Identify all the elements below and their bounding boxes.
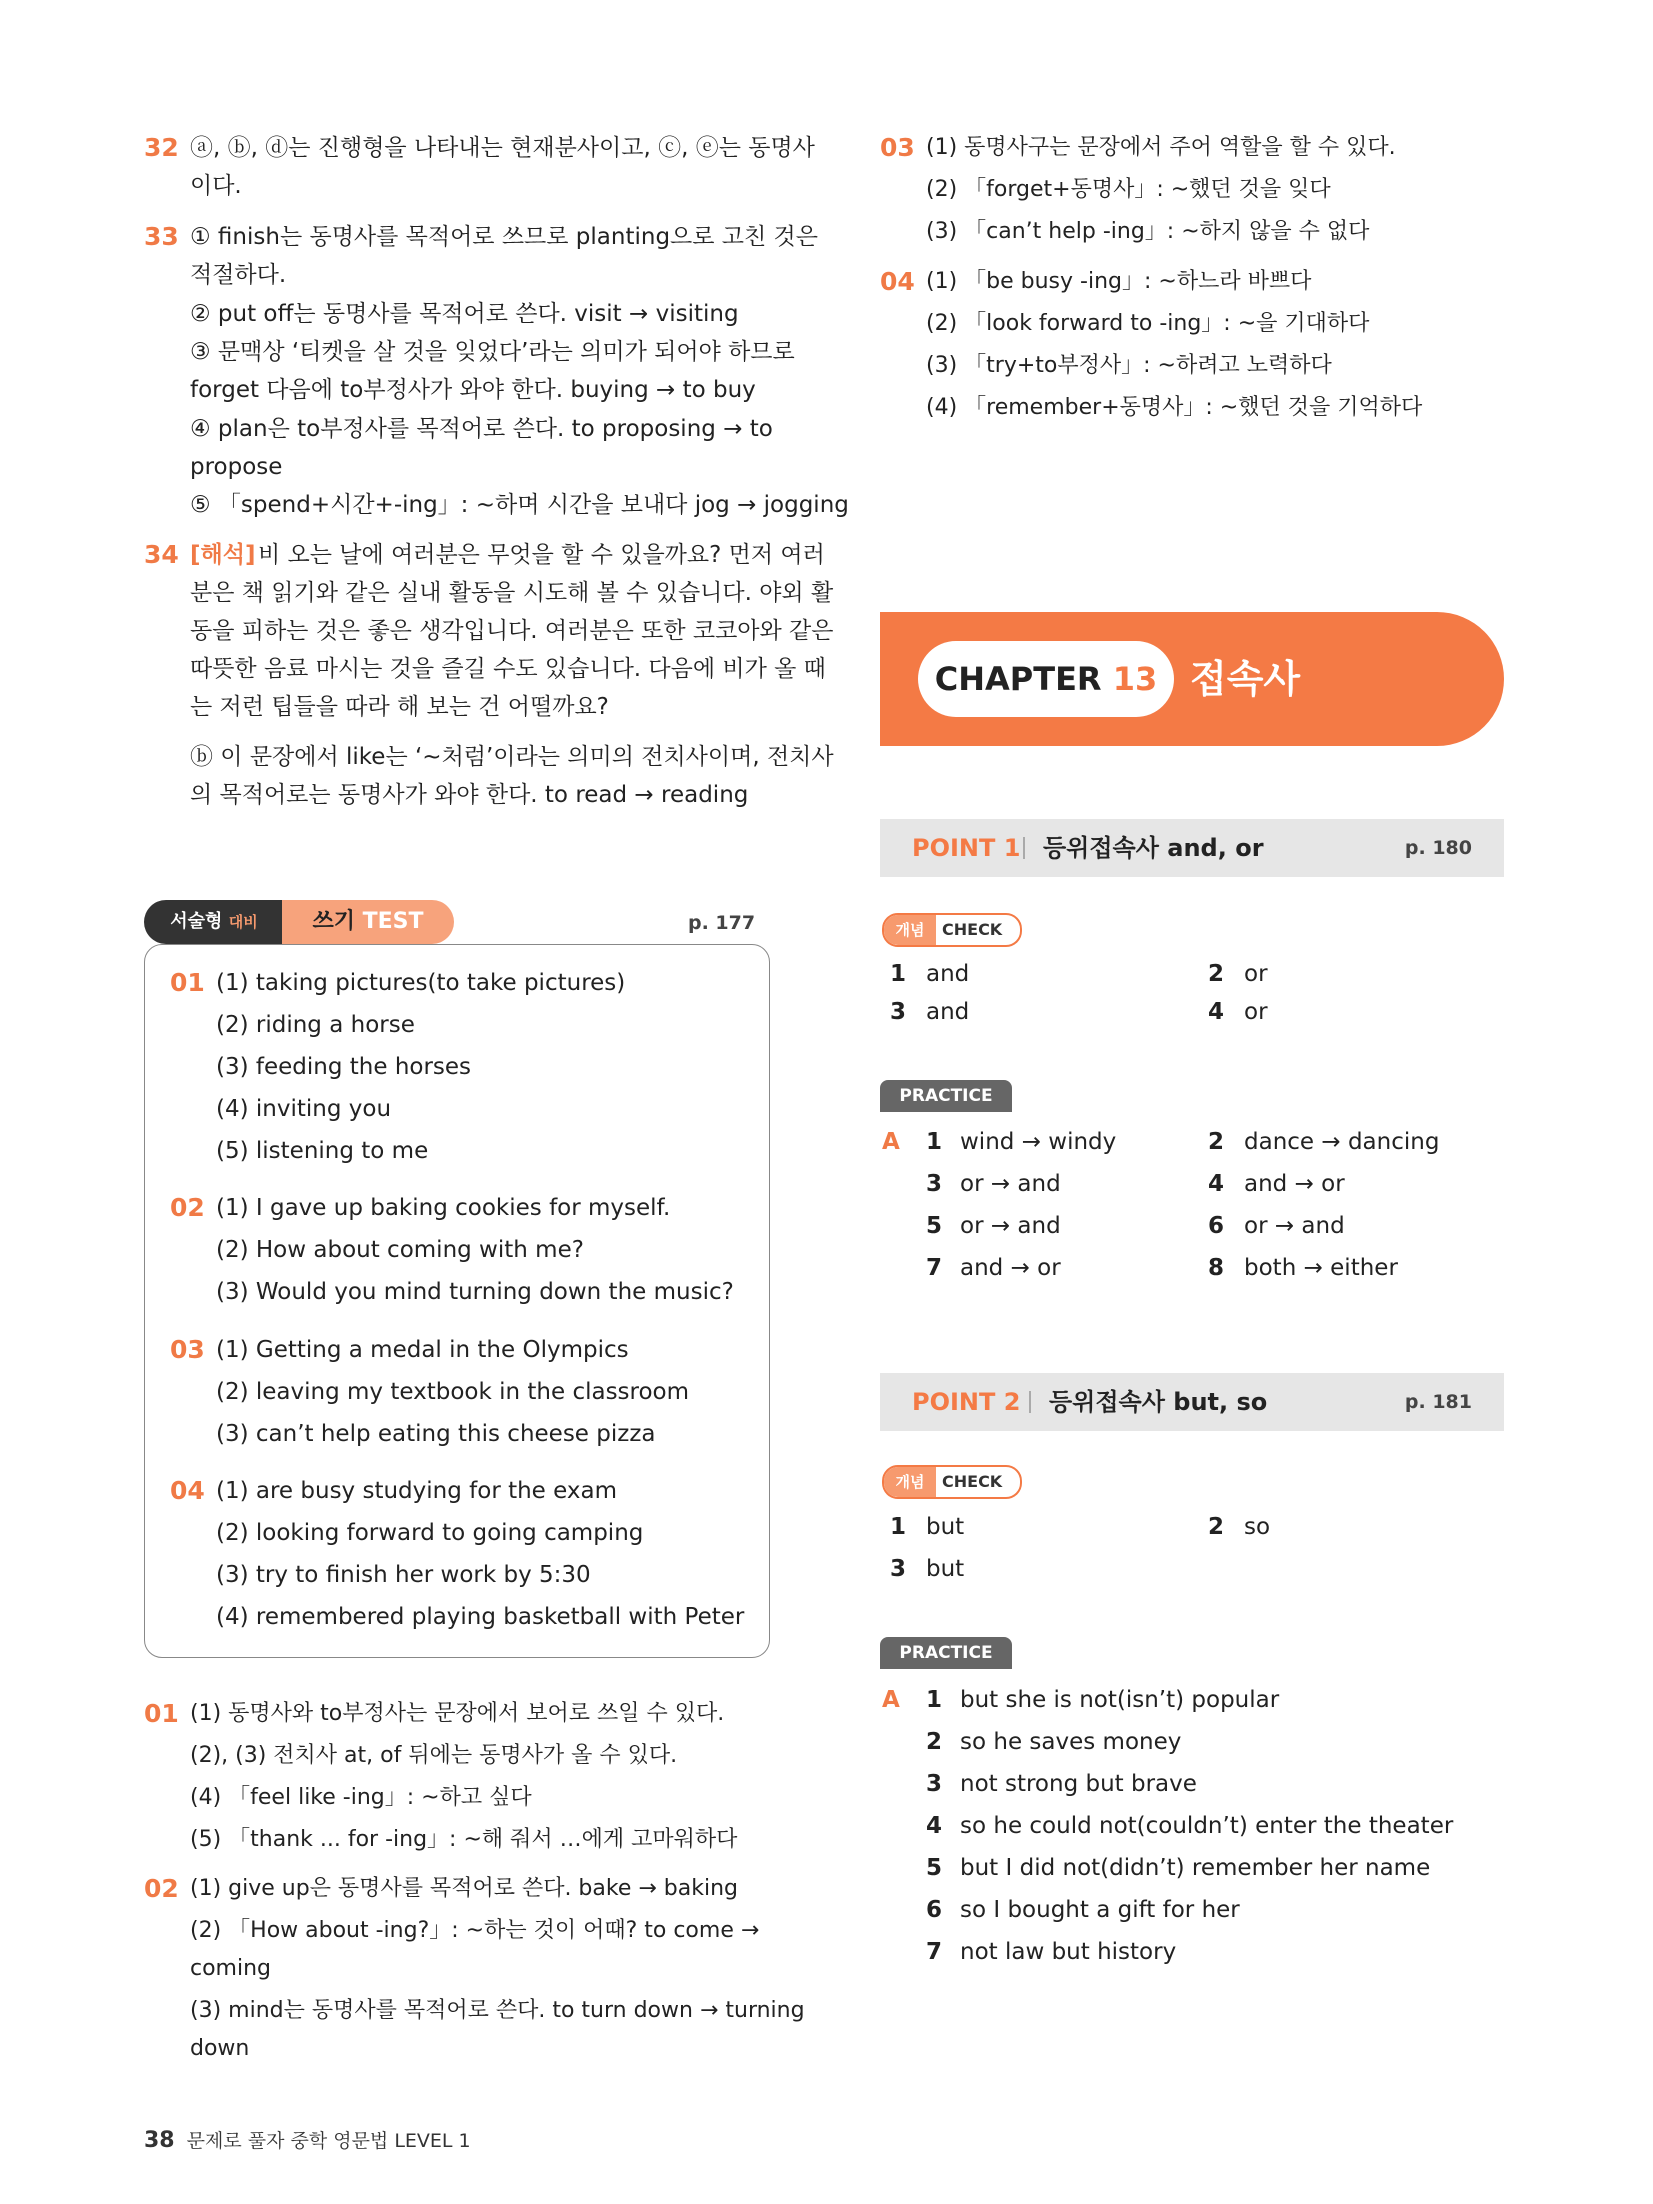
- practice-item-answer: or → and: [960, 1213, 1061, 1239]
- exp04-line-4: (4) 「remember+동명사」: ~했던 것을 기억하다: [926, 395, 1423, 420]
- test-answer: (2) leaving my textbook in the classroom: [216, 1379, 690, 1405]
- exp02-line-3: coming: [190, 1956, 272, 1981]
- q34-line-5: 는 저런 팁들을 따라 해 보는 건 어떨까요?: [190, 694, 609, 720]
- check-item-number: 4: [1208, 999, 1225, 1025]
- point-2-page-ref: p. 181: [1404, 1391, 1472, 1413]
- test-answer: (3) feeding the horses: [216, 1054, 472, 1080]
- practice-badge: PRACTICE: [880, 1080, 1012, 1112]
- concept-label: 개념: [884, 915, 936, 945]
- q34-line-4: 따뜻한 음료 마시는 것을 즐길 수도 있습니다. 다음에 비가 올 때: [190, 656, 826, 682]
- q32-line-1: ⓐ, ⓑ, ⓓ는 진행형을 나타내는 현재분사이고, ⓒ, ⓔ는 동명사: [190, 135, 815, 161]
- practice-item-answer: or → and: [960, 1171, 1061, 1197]
- test-answer: (2) How about coming with me?: [216, 1237, 584, 1263]
- q32-line-2: 이다.: [190, 173, 242, 199]
- practice-item-answer: so I bought a gift for her: [960, 1897, 1240, 1923]
- q33-line-4: ③ 문맥상 ‘티켓을 살 것을 잊었다’라는 의미가 되어야 하므로: [190, 339, 795, 365]
- check-item-answer: but: [926, 1556, 965, 1582]
- practice-item-number: 6: [1208, 1213, 1225, 1239]
- test-answer: (3) Would you mind turning down the music?: [216, 1279, 734, 1305]
- exp03-line-3: (3) 「can’t help -ing」: ~하지 않을 수 없다: [926, 219, 1370, 244]
- explanation-number-01: 01: [144, 1699, 179, 1728]
- concept-check-badge: [882, 1465, 1022, 1499]
- tab-writing-label: 쓰기: [312, 909, 355, 934]
- practice-item-answer: not law but history: [960, 1939, 1177, 1965]
- test-group-number-04: 04: [170, 1476, 205, 1505]
- q33-line-5: forget 다음에 to부정사가 와야 한다. buying → to buy: [190, 377, 756, 403]
- check-item-number: 2: [1208, 961, 1225, 987]
- practice-item-number: 4: [1208, 1171, 1225, 1197]
- practice-item-answer: and → or: [960, 1255, 1061, 1281]
- explanation-number-03: 03: [880, 133, 915, 162]
- practice-item-answer: or → and: [1244, 1213, 1345, 1239]
- q34-note-line-2: 의 목적어로는 동명사가 와야 한다. to read → reading: [190, 782, 749, 808]
- point-1-page-ref: p. 180: [1404, 837, 1472, 859]
- check-item-answer: or: [1244, 961, 1268, 987]
- q34-note-line-1: ⓑ 이 문장에서 like는 ‘~처럼’이라는 의미의 전치사이며, 전치사: [190, 744, 834, 770]
- practice-item-answer: so he could not(couldn’t) enter the theater: [960, 1813, 1454, 1839]
- check-item-answer: but: [926, 1514, 965, 1540]
- exp02-line-1: (1) give up은 동명사를 목적어로 쓴다. bake → baking: [190, 1876, 738, 1901]
- practice-item-answer: but I did not(didn’t) remember her name: [960, 1855, 1431, 1881]
- chapter-pill: [918, 641, 1174, 717]
- q34-line-3: 동을 피하는 것은 좋은 생각입니다. 여러분은 또한 코코아와 같은: [190, 618, 834, 644]
- check-item-number: 2: [1208, 1514, 1225, 1540]
- point-separator: [1029, 1391, 1031, 1413]
- check-label: CHECK: [942, 1472, 1003, 1491]
- tab-essay-label: 서술형: [170, 911, 223, 932]
- test-answer: (1) I gave up baking cookies for myself.: [216, 1195, 671, 1221]
- test-answer: (4) inviting you: [216, 1096, 392, 1122]
- point-2-label: POINT 2: [912, 1388, 1021, 1416]
- q33-line-7: propose: [190, 454, 283, 480]
- book-title: 문제로 풀자 중학 영문법 LEVEL 1: [186, 2130, 471, 2152]
- practice-item-answer: so he saves money: [960, 1729, 1182, 1755]
- writing-test-page-ref: p. 177: [688, 912, 756, 934]
- test-answer: (1) Getting a medal in the Olympics: [216, 1337, 629, 1363]
- point-2-title: 등위접속사 but, so: [1049, 1388, 1268, 1416]
- exp03-line-2: (2) 「forget+동명사」: ~했던 것을 잊다: [926, 177, 1331, 202]
- practice-item-number: 6: [926, 1897, 943, 1923]
- exp02-line-4: (3) mind는 동명사를 목적어로 쓴다. to turn down → turning: [190, 1998, 805, 2023]
- point-1-label: POINT 1: [912, 834, 1021, 862]
- q34-line-2: 분은 책 읽기와 같은 실내 활동을 시도해 볼 수 있습니다. 야외 활: [190, 580, 834, 606]
- q33-line-6: ④ plan은 to부정사를 목적어로 쓴다. to proposing → to: [190, 416, 773, 442]
- check-label: CHECK: [942, 920, 1003, 939]
- practice-item-answer: both → either: [1244, 1255, 1398, 1281]
- practice-item-number: 5: [926, 1213, 943, 1239]
- test-group-number-02: 02: [170, 1193, 205, 1222]
- practice-item-number: 4: [926, 1813, 943, 1839]
- practice-section-label: A: [882, 1687, 900, 1713]
- practice-item-answer: but she is not(isn’t) popular: [960, 1687, 1280, 1713]
- practice-item-number: 1: [926, 1129, 943, 1155]
- point-separator: [1023, 837, 1025, 859]
- writing-test-tab-essay: [144, 900, 284, 944]
- chapter-number: 13: [1112, 660, 1158, 698]
- exp01-line-4: (5) 「thank ... for -ing」: ~해 줘서 …에게 고마워하다: [190, 1827, 738, 1852]
- test-answer: (3) can’t help eating this cheese pizza: [216, 1421, 656, 1447]
- q33-line-2: 적절하다.: [190, 262, 287, 288]
- chapter-label: CHAPTER: [934, 660, 1102, 698]
- page-number: 38: [144, 2128, 175, 2153]
- point-2-header: [880, 1373, 1504, 1431]
- test-answer: (3) try to finish her work by 5:30: [216, 1562, 591, 1588]
- practice-badge: PRACTICE: [880, 1637, 1012, 1669]
- chapter-banner: [880, 612, 1504, 746]
- exp01-line-2: (2), (3) 전치사 at, of 뒤에는 동명사가 올 수 있다.: [190, 1743, 678, 1768]
- q33-line-3: ② put off는 동명사를 목적어로 쓴다. visit → visiting: [190, 301, 739, 327]
- check-item-number: 3: [890, 999, 907, 1025]
- practice-item-answer: wind → windy: [960, 1129, 1117, 1155]
- practice-item-number: 7: [926, 1939, 943, 1965]
- concept-label: 개념: [884, 1467, 936, 1497]
- practice-item-number: 8: [1208, 1255, 1225, 1281]
- practice-item-answer: not strong but brave: [960, 1771, 1197, 1797]
- practice-item-number: 3: [926, 1771, 943, 1797]
- exp04-line-1: (1) 「be busy -ing」: ~하느라 바쁘다: [926, 269, 1312, 294]
- exp04-line-3: (3) 「try+to부정사」: ~하려고 노력하다: [926, 353, 1332, 378]
- point-1-title: 등위접속사 and, or: [1043, 834, 1264, 862]
- practice-item-number: 5: [926, 1855, 943, 1881]
- page-footer: [144, 2126, 471, 2156]
- check-item-number: 1: [890, 1514, 907, 1540]
- exp01-line-1: (1) 동명사와 to부정사는 문장에서 보어로 쓰일 수 있다.: [190, 1701, 725, 1726]
- writing-test-tab-test: [282, 900, 454, 944]
- test-answer: (5) listening to me: [216, 1138, 429, 1164]
- test-answer: (1) are busy studying for the exam: [216, 1478, 617, 1504]
- q33-line-1: ① finish는 동명사를 목적어로 쓰므로 planting으로 고친 것은: [190, 224, 818, 250]
- exp03-line-1: (1) 동명사구는 문장에서 주어 역할을 할 수 있다.: [926, 135, 1396, 160]
- question-number-32: 32: [144, 133, 179, 162]
- test-group-number-01: 01: [170, 968, 205, 997]
- q34-line-1: 비 오는 날에 여러분은 무엇을 할 수 있을까요? 먼저 여러: [258, 542, 825, 568]
- exp01-line-3: (4) 「feel like -ing」: ~하고 싶다: [190, 1785, 532, 1810]
- check-item-answer: or: [1244, 999, 1268, 1025]
- translation-tag: [해석]: [190, 542, 256, 568]
- practice-item-number: 2: [1208, 1129, 1225, 1155]
- check-item-answer: and: [926, 961, 970, 987]
- test-answer: (2) riding a horse: [216, 1012, 415, 1038]
- practice-item-number: 3: [926, 1171, 943, 1197]
- test-group-number-03: 03: [170, 1335, 205, 1364]
- tab-prep-label: 대비: [228, 913, 258, 931]
- practice-item-number: 7: [926, 1255, 943, 1281]
- practice-section-label: A: [882, 1129, 900, 1155]
- check-item-number: 3: [890, 1556, 907, 1582]
- exp04-line-2: (2) 「look forward to -ing」: ~을 기대하다: [926, 311, 1370, 336]
- test-answer: (2) looking forward to going camping: [216, 1520, 644, 1546]
- chapter-title: 접속사: [1190, 657, 1301, 701]
- check-item-answer: so: [1244, 1514, 1271, 1540]
- exp02-line-2: (2) 「How about -ing?」: ~하는 것이 어때? to come →: [190, 1918, 760, 1943]
- practice-item-number: 1: [926, 1687, 943, 1713]
- practice-item-answer: and → or: [1244, 1171, 1345, 1197]
- practice-item-number: 2: [926, 1729, 943, 1755]
- practice-item-answer: dance → dancing: [1244, 1129, 1440, 1155]
- question-number-34: 34: [144, 540, 179, 569]
- explanation-number-04: 04: [880, 267, 915, 296]
- check-item-number: 1: [890, 961, 907, 987]
- test-answer: (1) taking pictures(to take pictures): [216, 970, 626, 996]
- exp02-line-5: down: [190, 2036, 250, 2061]
- tab-test-label: TEST: [362, 909, 424, 934]
- point-1-header: [880, 819, 1504, 877]
- question-number-33: 33: [144, 222, 179, 251]
- check-item-answer: and: [926, 999, 970, 1025]
- concept-check-badge: [882, 913, 1022, 947]
- test-answer: (4) remembered playing basketball with Peter: [216, 1604, 745, 1630]
- q33-line-8: ⑤ 「spend+시간+-ing」: ~하며 시간을 보내다 jog → jogging: [190, 492, 849, 518]
- explanation-number-02: 02: [144, 1874, 179, 1903]
